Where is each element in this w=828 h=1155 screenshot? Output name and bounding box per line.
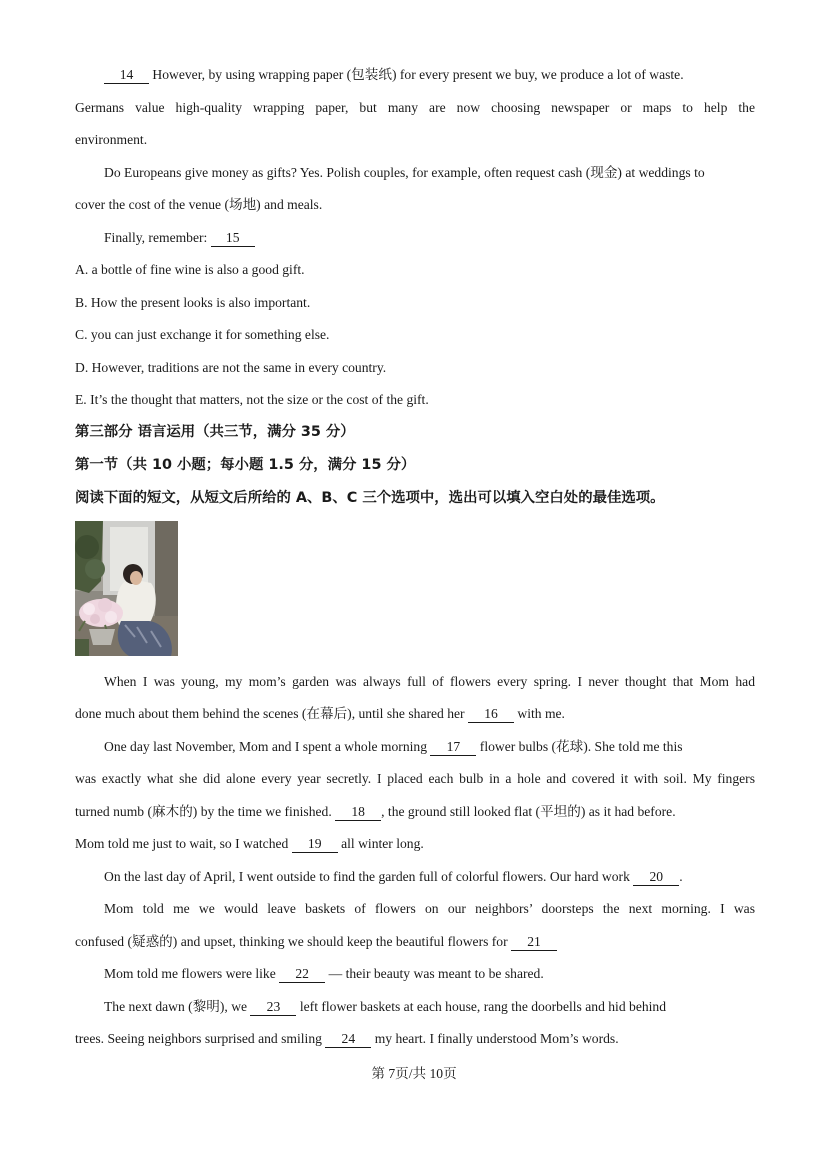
blank-23: 23 bbox=[250, 999, 296, 1016]
passage-line bbox=[75, 802, 755, 822]
garden-photo bbox=[75, 521, 178, 656]
option-c: C. you can just exchange it for something else. bbox=[75, 327, 330, 342]
text-span: However, by using wrapping paper (包装纸) for every present we buy, we produce a lot of waste. bbox=[149, 67, 684, 82]
passage-line bbox=[75, 834, 755, 854]
passage-line: was exactly what she did alone every year secretly. I placed each bulb in a hole and covered it with soil. My fingers bbox=[75, 771, 755, 786]
passage-line bbox=[104, 737, 755, 757]
text-span: flower bulbs (花球). She told me this bbox=[476, 739, 683, 754]
blank-16: 16 bbox=[468, 706, 514, 723]
blank-24: 24 bbox=[325, 1031, 371, 1048]
text-span: Finally, remember: bbox=[104, 230, 211, 245]
paragraph-line bbox=[75, 65, 755, 85]
passage-line bbox=[104, 867, 755, 887]
text-span: The next dawn (黎明), we bbox=[104, 999, 251, 1014]
part-title: 第三部分 语言运用（共三节，满分 35 分） bbox=[75, 424, 355, 440]
blank-22: 22 bbox=[279, 966, 325, 983]
text-span: Mom told me flowers were like bbox=[104, 966, 280, 981]
paragraph-line: environment. bbox=[75, 132, 148, 147]
page-number: 第 7页/共 10页 bbox=[371, 1066, 457, 1081]
option-d: D. However, traditions are not the same in every country. bbox=[75, 360, 387, 375]
text-span: confused (疑惑的) and upset, thinking we should keep the beautiful flowers for bbox=[75, 934, 512, 949]
paragraph-line: cover the cost of the venue (场地) and meals. bbox=[75, 197, 323, 212]
text-span: — their beauty was meant to be shared. bbox=[325, 966, 544, 981]
option-b: B. How the present looks is also important. bbox=[75, 295, 311, 310]
text-span: trees. Seeing neighbors surprised and smiling bbox=[75, 1031, 326, 1046]
passage-line bbox=[104, 997, 755, 1017]
text-span: Mom told me just to wait, so I watched bbox=[75, 836, 292, 851]
text-span: with me. bbox=[513, 706, 565, 721]
passage-line bbox=[104, 964, 755, 984]
blank-21: 21 bbox=[511, 934, 557, 951]
text-span: , the ground still looked flat (平坦的) as it had before. bbox=[381, 804, 676, 819]
text-span: . bbox=[679, 869, 683, 884]
passage-line: Mom told me we would leave baskets of flowers on our neighbors’ doorsteps the next morning. I was bbox=[104, 901, 755, 916]
text-span: done much about them behind the scenes (在幕后), until she shared her bbox=[75, 706, 468, 721]
section-title: 第一节（共 10 小题；每小题 1.5 分，满分 15 分） bbox=[75, 457, 416, 473]
passage-line bbox=[75, 932, 755, 952]
text-span: On the last day of April, I went outside to find the garden full of colorful flowers. Our hard work bbox=[104, 869, 634, 884]
text-span: turned numb (麻木的) by the time we finished. bbox=[75, 804, 336, 819]
text-span: left flower baskets at each house, rang the doorbells and hid behind bbox=[296, 999, 667, 1014]
passage-line: When I was young, my mom’s garden was always full of flowers every spring. I never thought that Mom had bbox=[104, 674, 755, 689]
passage-line bbox=[75, 1029, 755, 1049]
option-a: A. a bottle of fine wine is also a good gift. bbox=[75, 262, 305, 277]
blank-14: 14 bbox=[104, 67, 149, 84]
option-e: E. It’s the thought that matters, not the size or the cost of the gift. bbox=[75, 392, 429, 407]
text-span: all winter long. bbox=[337, 836, 424, 851]
passage-line bbox=[75, 704, 755, 724]
blank-19: 19 bbox=[292, 836, 338, 853]
paragraph-line bbox=[104, 228, 755, 248]
paragraph-line: Do Europeans give money as gifts? Yes. Polish couples, for example, often request cash (现金) at weddings to bbox=[104, 165, 705, 180]
blank-18: 18 bbox=[335, 804, 381, 821]
text-span: my heart. I finally understood Mom’s words. bbox=[371, 1031, 619, 1046]
blank-15: 15 bbox=[211, 230, 255, 247]
instruction: 阅读下面的短文，从短文后所给的 A、B、C 三个选项中，选出可以填入空白处的最佳选项。 bbox=[75, 490, 665, 506]
text-span: One day last November, Mom and I spent a whole morning bbox=[104, 739, 431, 754]
blank-17: 17 bbox=[430, 739, 476, 756]
blank-20: 20 bbox=[633, 869, 679, 886]
paragraph-line: Germans value high-quality wrapping paper, but many are now choosing newspaper or maps to help the bbox=[75, 100, 755, 115]
